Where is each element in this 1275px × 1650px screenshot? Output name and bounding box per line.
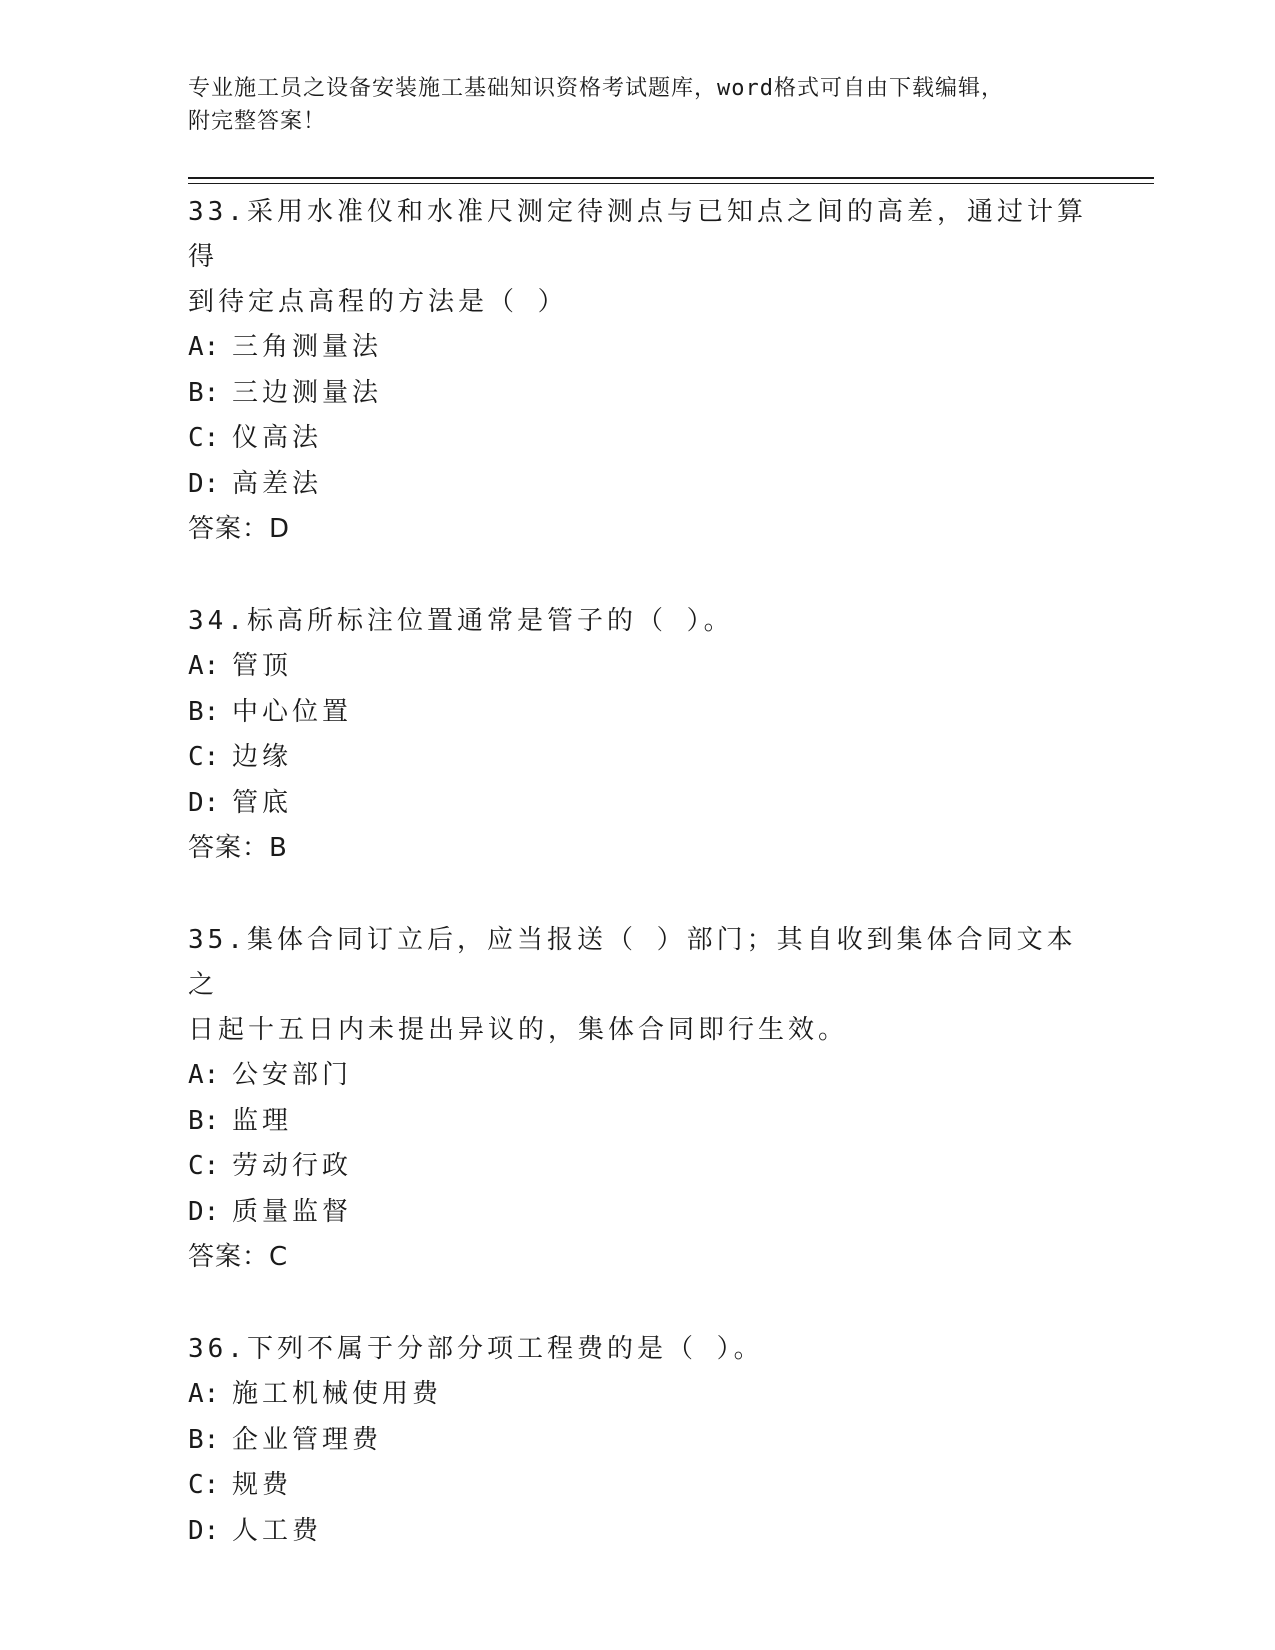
- option-text: 规费: [232, 1470, 293, 1500]
- option-text: 三角测量法: [232, 332, 383, 362]
- option-key: C:: [188, 742, 220, 772]
- question-stem-line: 日起十五日内未提出异议的，集体合同即行生效。: [188, 1015, 849, 1045]
- option-text: 中心位置: [232, 696, 353, 727]
- option-key: C:: [188, 423, 220, 453]
- option-d: [188, 1190, 1088, 1236]
- option-key: D:: [188, 1196, 220, 1227]
- question-stem-line: 35.集体合同订立后，应当报送（ ）部门；其自收到集体合同文本之: [188, 925, 1077, 1000]
- answer-line: 答案：B: [188, 833, 288, 863]
- option-key: B:: [188, 1105, 220, 1136]
- document-header: [188, 72, 1088, 138]
- option-c: [188, 1144, 1088, 1190]
- option-a: [188, 1053, 1088, 1099]
- option-text: 人工费: [232, 1515, 323, 1546]
- option-text: 管顶: [232, 651, 293, 681]
- header-divider-thick: [188, 177, 1154, 179]
- option-d: [188, 781, 1088, 827]
- option-key: B:: [188, 696, 220, 727]
- option-c: [188, 416, 1088, 462]
- option-key: C:: [188, 1151, 220, 1181]
- option-d: [188, 462, 1088, 508]
- option-b: [188, 371, 1088, 417]
- question-stem-line: 33.采用水准仪和水准尺测定待测点与已知点之间的高差，通过计算得: [188, 197, 1087, 272]
- option-text: 施工机械使用费: [232, 1379, 443, 1409]
- option-text: 劳动行政: [232, 1151, 353, 1181]
- option-key: D:: [188, 787, 220, 818]
- question-list: [188, 190, 1088, 1601]
- option-text: 仪高法: [232, 423, 323, 453]
- option-text: 质量监督: [232, 1196, 353, 1227]
- header-divider-thin: [188, 183, 1154, 184]
- option-a: [188, 1372, 1088, 1418]
- option-key: A:: [188, 651, 220, 681]
- option-key: A:: [188, 332, 220, 362]
- option-text: 高差法: [232, 468, 323, 499]
- option-d: [188, 1509, 1088, 1555]
- option-key: A:: [188, 1060, 220, 1090]
- option-key: B:: [188, 377, 220, 408]
- option-b: [188, 1099, 1088, 1145]
- option-b: [188, 690, 1088, 736]
- option-c: [188, 1463, 1088, 1509]
- header-line-1: 专业施工员之设备安装施工基础知识资格考试题库，word格式可自由下载编辑，: [188, 76, 1004, 101]
- option-text: 企业管理费: [232, 1424, 383, 1455]
- option-key: C:: [188, 1470, 220, 1500]
- option-a: [188, 325, 1088, 371]
- question-stem-line: 36.下列不属于分部分项工程费的是（ ）。: [188, 1334, 764, 1364]
- question-stem-line: 到待定点高程的方法是（ ）: [188, 287, 568, 317]
- option-a: [188, 644, 1088, 690]
- option-text: 公安部门: [232, 1060, 353, 1090]
- answer-line: 答案：C: [188, 1242, 289, 1272]
- question-36: [188, 1327, 1088, 1554]
- answer-line: 答案：D: [188, 514, 291, 544]
- header-line-2: 附完整答案！: [188, 109, 327, 134]
- question-stem-line: 34.标高所标注位置通常是管子的（ ）。: [188, 606, 734, 636]
- option-key: A:: [188, 1379, 220, 1409]
- question-33: [188, 190, 1088, 552]
- option-key: B:: [188, 1424, 220, 1455]
- option-key: D:: [188, 1515, 220, 1546]
- option-text: 边缘: [232, 742, 293, 772]
- option-c: [188, 735, 1088, 781]
- option-text: 三边测量法: [232, 377, 383, 408]
- question-34: [188, 599, 1088, 871]
- option-b: [188, 1418, 1088, 1464]
- option-text: 管底: [232, 787, 293, 818]
- option-text: 监理: [232, 1105, 293, 1136]
- question-35: [188, 918, 1088, 1280]
- option-key: D:: [188, 468, 220, 499]
